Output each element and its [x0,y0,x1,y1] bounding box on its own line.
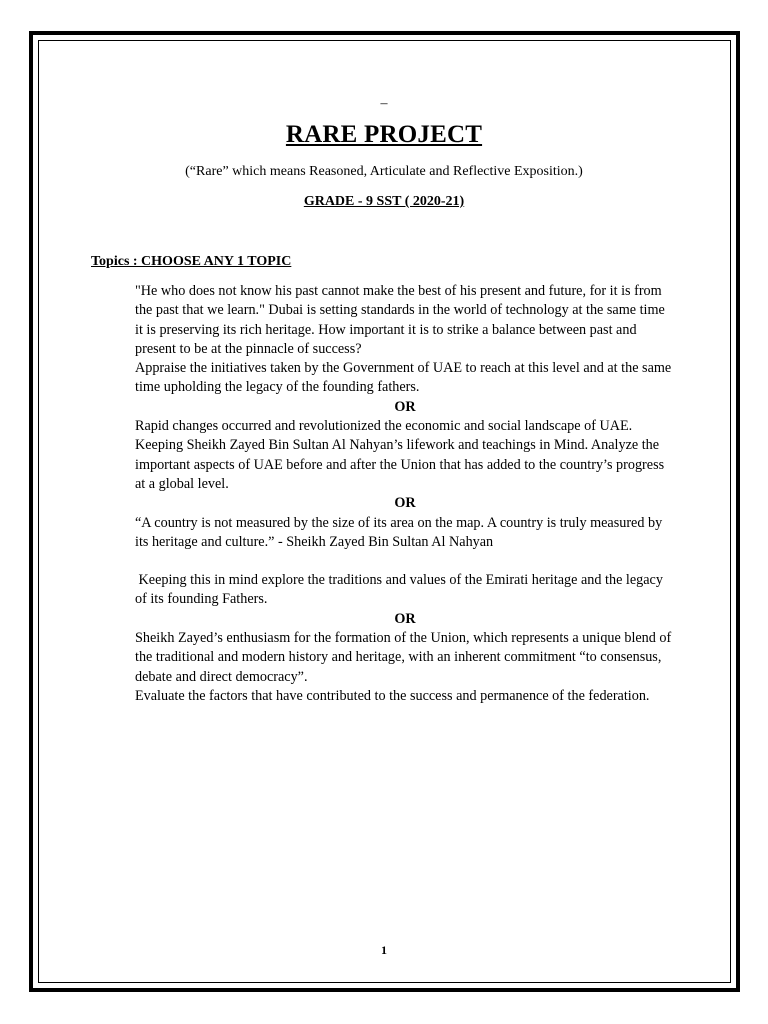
or-separator-3: OR [394,610,416,627]
topic-4-paragraph-2: Evaluate the factors that have contributed to the success and permanence of the federation. [135,687,650,704]
document-title: RARE PROJECT [285,121,483,148]
or-separator-2: OR [394,495,416,512]
topics-heading: Topics : CHOOSE ANY 1 TOPIC [91,254,292,269]
paragraph-gap [135,552,675,571]
page-number: 1 [381,943,387,957]
topic-2-paragraph-1: Rapid changes occurred and revolutionized the economic and social landscape of UAE. Keeping Sheikh Zayed Bin Sultan Al Nahyan’s lifework and teachings in Mind. Analyze the important aspects of UAE before and after the Union that has added to the country’s progress at a global level. [135,418,665,492]
document-subtitle: (“Rare” which means Reasoned, Articulate and Reflective Exposition.) [185,164,583,179]
or-separator-1: OR [394,398,416,415]
topic-1-paragraph-2: Appraise the initiatives taken by the Government of UAE to reach at this level and at the same time upholding the legacy of the founding fathers. [135,360,672,396]
topic-1-paragraph-1: "He who does not know his past cannot make the best of his present and future, for it is from the past that we learn." Dubai is setting standards in the world of technology at the same time it is preserving its rich heritage. How important it is to strike a balance between past and present to be at the pinnacle of success? [135,283,665,357]
topics-body [135,282,675,706]
grade-heading: GRADE - 9 SST ( 2020-21) [303,194,465,209]
topic-3-paragraph-1: “A country is not measured by the size of its area on the map. A country is truly measured by its heritage and culture.” - Sheikh Zayed Bin Sultan Al Nahyan [135,514,663,550]
top-dash: – [380,96,388,111]
topic-3-paragraph-2: Keeping this in mind explore the traditions and values of the Emirati heritage and the legacy of its founding Fathers. [135,572,667,608]
topic-4-paragraph-1: Sheikh Zayed’s enthusiasm for the formation of the Union, which represents a unique blend of the traditional and modern history and heritage, with an inherent commitment “to consensus, debate and direct democracy”. [135,630,672,685]
